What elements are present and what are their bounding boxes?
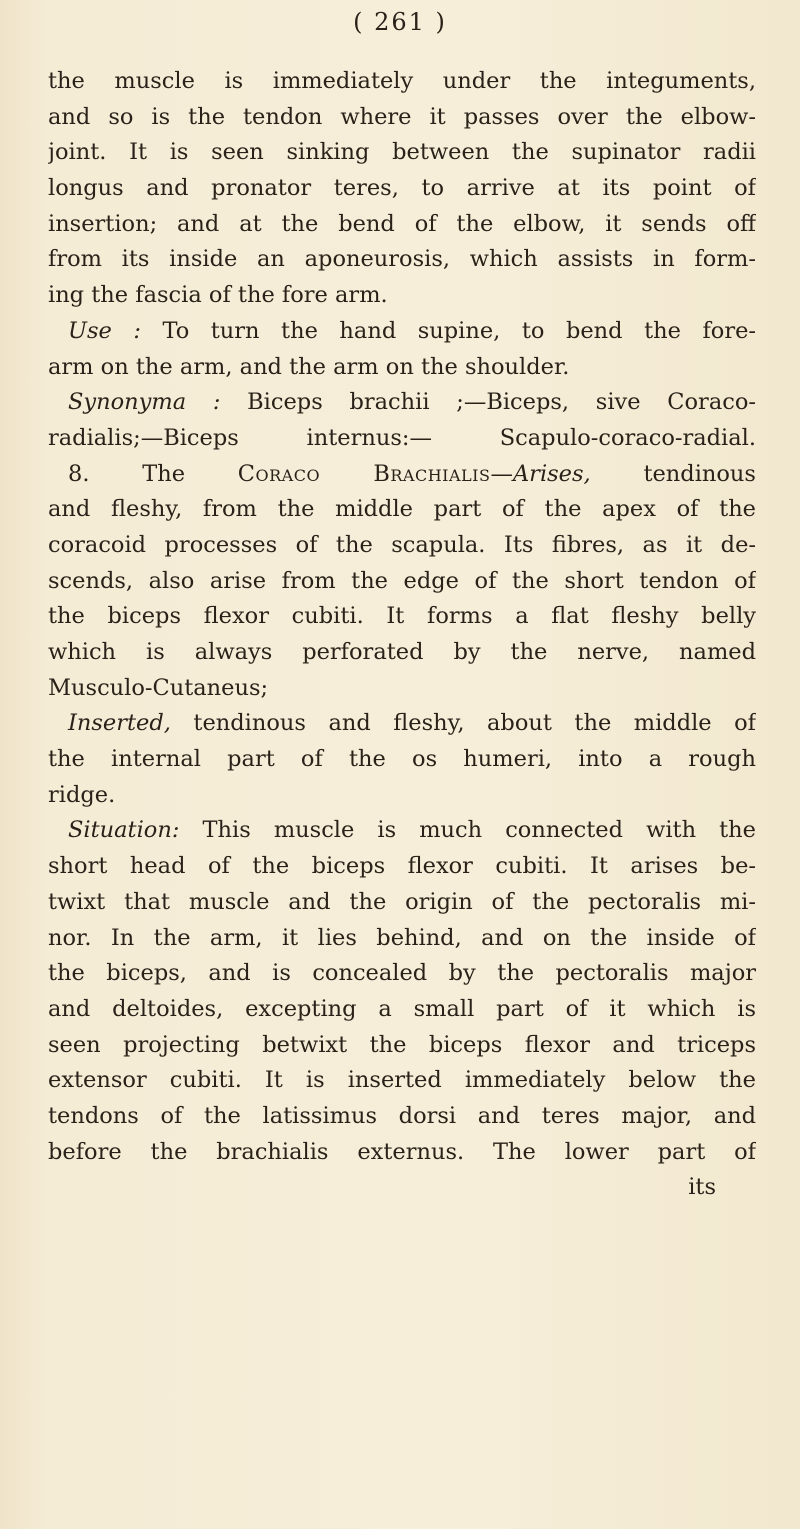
text-line: insertion; and at the bend of the elbow, it sends off [48, 210, 756, 237]
muscle-name: Coraco Brachialis [237, 460, 491, 487]
text-line-inserted [48, 706, 756, 742]
text-line-situation [48, 813, 756, 849]
text-line-use [48, 314, 756, 350]
text-line: Musculo-Cutaneus; [48, 674, 269, 701]
text-line: which is always perforated by the nerve, named [48, 639, 756, 665]
use-text: To turn the hand supine, to bend the fore- [140, 317, 756, 344]
situation-text: This muscle is much connected with the [179, 817, 756, 844]
text-line: and fleshy, from the middle part of the apex of the [48, 496, 756, 523]
text-line: arm on the arm, and the arm on the shoulder. [48, 353, 570, 380]
text-line: extensor cubiti. It is inserted immediately below the [48, 1067, 756, 1094]
text-line: longus and pronator teres, to arrive at its point of [48, 175, 756, 202]
situation-heading: Situation: [68, 817, 180, 844]
text-line: radialis;—Biceps internus:— Scapulo-coraco-radial. [48, 424, 756, 451]
text-line: nor. In the arm, it lies behind, and on the inside of [48, 924, 756, 951]
text-line: before the brachialis externus. The lower part of [48, 1138, 756, 1165]
arises-text: tendinous [590, 460, 756, 487]
catchword: its [688, 1174, 716, 1201]
text-line: short head of the biceps flexor cubiti. It arises be- [48, 853, 756, 880]
page-number: ( 261 ) [353, 8, 447, 36]
inserted-heading: Inserted, [68, 710, 171, 737]
text-line: ing the fascia of the fore arm. [48, 282, 388, 309]
text-line: and so is the tendon where it passes over the elbow- [48, 103, 756, 130]
inserted-text: tendinous and fleshy, about the middle of [170, 710, 756, 737]
text-line: scends, also arise from the edge of the short tendon of [48, 567, 756, 594]
text-line: the biceps, and is concealed by the pectoralis major [48, 960, 756, 987]
arises-heading: Arises, [512, 460, 591, 487]
use-heading: Use : [68, 317, 141, 344]
text-line: twixt that muscle and the origin of the pectoralis mi- [48, 888, 756, 915]
text-line-coraco-brachialis [48, 457, 756, 493]
synonyma-text: Biceps brachii ;—Biceps, sive Coraco- [220, 389, 756, 416]
text-line: and deltoides, excepting a small part of it which is [48, 995, 756, 1022]
text-line-synonyma [48, 385, 756, 421]
text-line: the internal part of the os humeri, into a rough [48, 746, 756, 773]
text-line: the biceps flexor cubiti. It forms a flat fleshy belly [48, 603, 756, 630]
synonyma-heading: Synonyma : [68, 389, 221, 416]
body-text [48, 64, 756, 1206]
text-line: tendons of the latissimus dorsi and teres major, and [48, 1102, 756, 1129]
text-line: joint. It is seen sinking between the supinator radii [48, 139, 756, 166]
text-line: from its inside an aponeurosis, which assists in form- [48, 246, 756, 273]
section-number: 8. The [68, 460, 186, 487]
text-line: seen projecting betwixt the biceps flexor and triceps [48, 1031, 756, 1058]
text-line: ridge. [48, 781, 116, 808]
em-dash: — [490, 460, 513, 487]
text-line: the muscle is immediately under the integuments, [48, 68, 756, 94]
text-line: coracoid processes of the scapula. Its fibres, as it de- [48, 531, 756, 558]
